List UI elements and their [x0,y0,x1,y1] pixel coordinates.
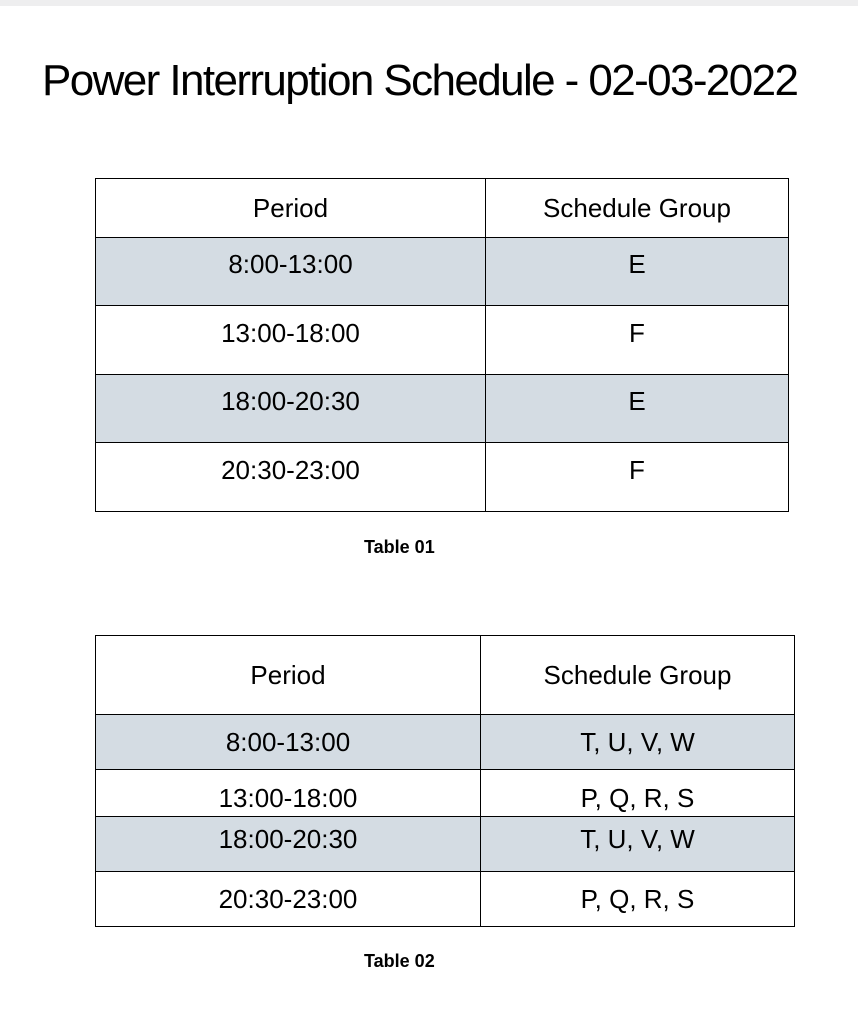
table-caption-02: Table 02 [364,951,435,971]
period-cell: 20:30-23:00 [96,872,481,927]
group-cell: E [486,375,789,443]
group-cell: T, U, V, W [481,817,795,872]
top-strip [0,0,858,6]
period-cell: 13:00-18:00 [96,770,481,817]
table-row [96,238,789,306]
table-row [96,443,789,512]
table-row [96,817,795,872]
page-title: Power Interruption Schedule - 02-03-2022 [42,56,798,105]
period-cell: 18:00-20:30 [96,817,481,872]
period-cell: 8:00-13:00 [96,715,481,770]
schedule-table-01 [95,178,789,512]
period-cell: 13:00-18:00 [96,306,486,375]
table-row [96,375,789,443]
table-row [96,715,795,770]
group-cell: P, Q, R, S [481,872,795,927]
table-header-row [96,636,795,715]
table-row [96,872,795,927]
header-schedule-group: Schedule Group [486,179,789,238]
group-cell: F [486,443,789,512]
header-period: Period [96,179,486,238]
header-period: Period [96,636,481,715]
table-row [96,306,789,375]
period-cell: 18:00-20:30 [96,375,486,443]
period-cell: 8:00-13:00 [96,238,486,306]
period-cell: 20:30-23:00 [96,443,486,512]
schedule-table-02 [95,635,795,927]
header-schedule-group: Schedule Group [481,636,795,715]
table-header-row [96,179,789,238]
table-caption-01: Table 01 [364,537,435,557]
table-row [96,770,795,817]
group-cell: E [486,238,789,306]
group-cell: P, Q, R, S [481,770,795,817]
group-cell: T, U, V, W [481,715,795,770]
group-cell: F [486,306,789,375]
